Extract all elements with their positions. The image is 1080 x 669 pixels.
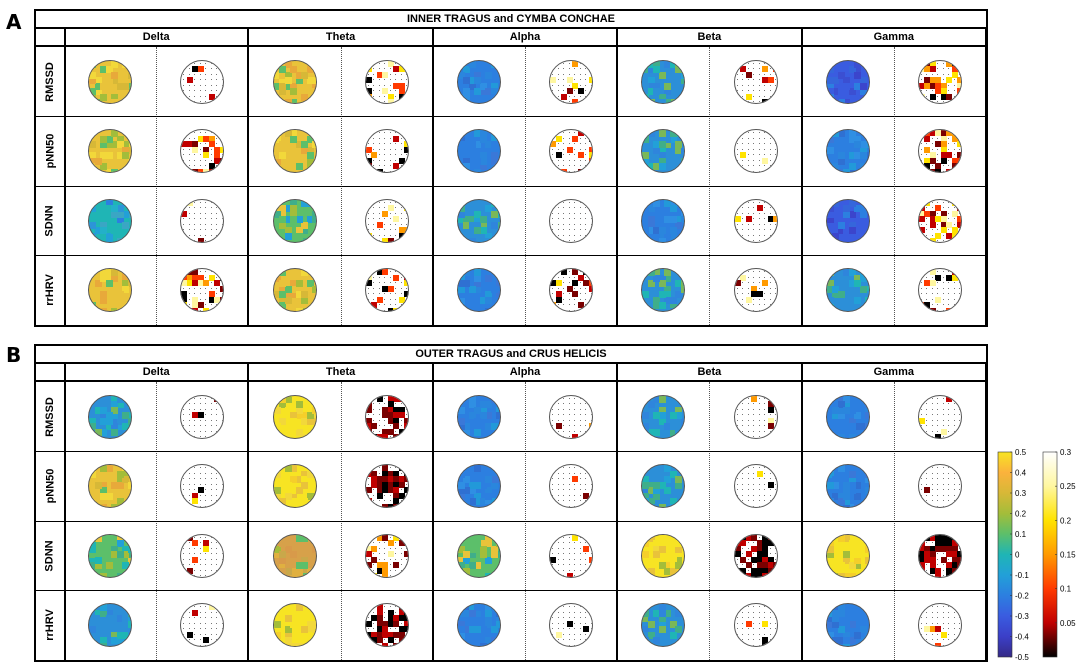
panel-title: INNER TRAGUS and CYMBA CONCHAE — [36, 11, 986, 29]
topo-map-p — [180, 534, 224, 578]
topo-map-p — [365, 603, 409, 647]
row-label-text: rrHRV — [44, 609, 56, 642]
topo-map-p — [918, 464, 962, 508]
topo-map-r — [273, 603, 317, 647]
topo-map-r — [273, 129, 317, 173]
topo-map-p — [918, 60, 962, 104]
topo-map-r — [273, 395, 317, 439]
grid-line — [616, 29, 618, 325]
topo-map-p — [918, 603, 962, 647]
grid-line — [985, 29, 987, 325]
colorbar-tick-label: 0.2 — [1015, 509, 1027, 519]
colorbar-gradient — [998, 452, 1012, 657]
topo-map-r — [641, 395, 685, 439]
topo-map-r — [826, 60, 870, 104]
topo-map-r — [641, 464, 685, 508]
topo-map-r — [641, 60, 685, 104]
topo-map-p — [365, 534, 409, 578]
panel-title: OUTER TRAGUS and CRUS HELICIS — [36, 346, 986, 364]
topo-map-r — [826, 129, 870, 173]
topo-map-r — [457, 464, 501, 508]
colorbar-tick-label: 0.3 — [1060, 448, 1072, 457]
colorbar-tick-label: -0.2 — [1015, 591, 1029, 601]
topo-map-p — [918, 534, 962, 578]
topo-map-p — [365, 268, 409, 312]
topo-map-p — [365, 60, 409, 104]
grid-line — [801, 364, 803, 660]
colorbar-tick-label: 0.2 — [1060, 516, 1072, 526]
colorbar-tick-label: 0.25 — [1060, 482, 1076, 492]
topo-map-p — [918, 395, 962, 439]
band-header: Alpha — [433, 29, 617, 47]
row-label-text: RMSSD — [44, 61, 57, 102]
topo-map-r — [88, 268, 132, 312]
topo-map-r — [457, 603, 501, 647]
topo-map-r — [826, 199, 870, 243]
colorbar-tick-label: 0.3 — [1015, 489, 1027, 498]
topo-map-p — [734, 603, 778, 647]
topo-map-r — [457, 60, 501, 104]
grid-line — [985, 364, 987, 660]
topo-map-r — [641, 268, 685, 312]
topo-map-r — [457, 395, 501, 439]
panel-letter: B — [6, 343, 22, 367]
topo-map-p — [734, 60, 778, 104]
row-label — [36, 591, 64, 661]
topo-map-p — [549, 395, 593, 439]
topo-map-p — [365, 464, 409, 508]
grid-line — [801, 29, 803, 325]
colorbar-tick-label: 0.05 — [1060, 618, 1076, 628]
colorbar-tick-label: 0.15 — [1060, 550, 1076, 560]
row-label-text: SDNN — [44, 540, 57, 572]
topo-map-p — [918, 199, 962, 243]
row-label-text: pNN50 — [44, 133, 56, 169]
topo-map-r — [273, 534, 317, 578]
topo-map-p — [180, 199, 224, 243]
topo-map-r — [88, 129, 132, 173]
topo-map-r — [641, 129, 685, 173]
topo-map-p — [180, 268, 224, 312]
topo-map-r — [457, 129, 501, 173]
topo-map-r — [826, 268, 870, 312]
panel-letter: A — [6, 10, 22, 34]
band-header: Theta — [248, 29, 432, 47]
colorbar-tick-label: -0.1 — [1015, 571, 1029, 580]
band-header: Beta — [617, 364, 801, 382]
topo-map-p — [549, 60, 593, 104]
topo-map-r — [273, 268, 317, 312]
topo-map-p — [180, 395, 224, 439]
topo-map-p — [549, 199, 593, 243]
topo-map-p — [365, 395, 409, 439]
topo-map-r — [457, 199, 501, 243]
row-label — [36, 186, 64, 256]
grid-line — [247, 29, 249, 325]
band-header: Alpha — [433, 364, 617, 382]
grid-line — [36, 451, 986, 452]
topo-map-r — [826, 464, 870, 508]
grid-line — [36, 521, 986, 522]
topo-map-p — [180, 603, 224, 647]
topo-map-r — [641, 534, 685, 578]
topo-map-p — [549, 603, 593, 647]
grid-line — [36, 255, 986, 256]
grid-line — [432, 364, 434, 660]
topo-map-p — [734, 534, 778, 578]
topo-map-p — [549, 464, 593, 508]
grid-line — [64, 364, 66, 660]
topo-map-r — [273, 464, 317, 508]
topo-map-p — [180, 129, 224, 173]
row-label-text: rrHRV — [44, 274, 56, 307]
row-label — [36, 256, 64, 326]
topo-map-p — [918, 129, 962, 173]
topo-map-r — [88, 464, 132, 508]
topo-map-p — [549, 129, 593, 173]
topo-map-r — [826, 395, 870, 439]
topo-map-p — [734, 129, 778, 173]
topo-map-p — [180, 60, 224, 104]
topo-map-r — [826, 534, 870, 578]
colorbar-tick-label: 0 — [1015, 550, 1020, 560]
colorbar-p — [1040, 448, 1080, 663]
topo-map-p — [365, 129, 409, 173]
colorbar-tick-label: 0.5 — [1015, 448, 1027, 457]
topo-map-p — [549, 268, 593, 312]
row-label-text: pNN50 — [44, 468, 56, 504]
band-header: Theta — [248, 364, 432, 382]
colorbar-tick-label: -0.5 — [1015, 653, 1029, 662]
band-header: Delta — [64, 29, 248, 47]
colorbar-gradient — [1043, 452, 1057, 657]
row-label — [36, 117, 64, 187]
topo-map-r — [88, 534, 132, 578]
grid-line — [247, 364, 249, 660]
grid-line — [64, 29, 66, 325]
figure-grid — [34, 9, 988, 327]
topo-map-r — [88, 395, 132, 439]
colorbar-tick-label: 0.1 — [1015, 530, 1027, 539]
topo-map-r — [273, 60, 317, 104]
topo-map-p — [365, 199, 409, 243]
topo-map-p — [180, 464, 224, 508]
row-label — [36, 47, 64, 117]
topo-map-r — [641, 199, 685, 243]
row-label — [36, 452, 64, 522]
topo-map-r — [457, 268, 501, 312]
row-label-text: RMSSD — [44, 396, 57, 437]
topo-map-r — [273, 199, 317, 243]
topo-map-r — [88, 60, 132, 104]
grid-line — [616, 364, 618, 660]
topo-map-p — [734, 268, 778, 312]
colorbar-tick-label: 0.1 — [1060, 584, 1072, 594]
topo-map-r — [641, 603, 685, 647]
row-label — [36, 521, 64, 591]
band-header: Gamma — [802, 29, 986, 47]
topo-map-p — [734, 464, 778, 508]
row-label — [36, 382, 64, 452]
row-label-text: SDNN — [44, 205, 57, 237]
band-header: Beta — [617, 29, 801, 47]
topo-map-r — [88, 603, 132, 647]
topo-map-p — [734, 199, 778, 243]
colorbar-tick-label: -0.3 — [1015, 612, 1029, 621]
topo-map-r — [457, 534, 501, 578]
colorbar-r — [995, 448, 1035, 663]
colorbar-tick-label: 0.4 — [1015, 468, 1027, 478]
grid-line — [432, 29, 434, 325]
topo-map-p — [549, 534, 593, 578]
figure-grid — [34, 344, 988, 662]
grid-line — [36, 186, 986, 187]
grid-line — [36, 116, 986, 117]
topo-map-p — [734, 395, 778, 439]
topo-map-r — [826, 603, 870, 647]
band-header: Gamma — [802, 364, 986, 382]
topo-map-r — [88, 199, 132, 243]
colorbar-tick-label: -0.4 — [1015, 632, 1029, 642]
grid-line — [36, 590, 986, 591]
band-header: Delta — [64, 364, 248, 382]
topo-map-p — [918, 268, 962, 312]
